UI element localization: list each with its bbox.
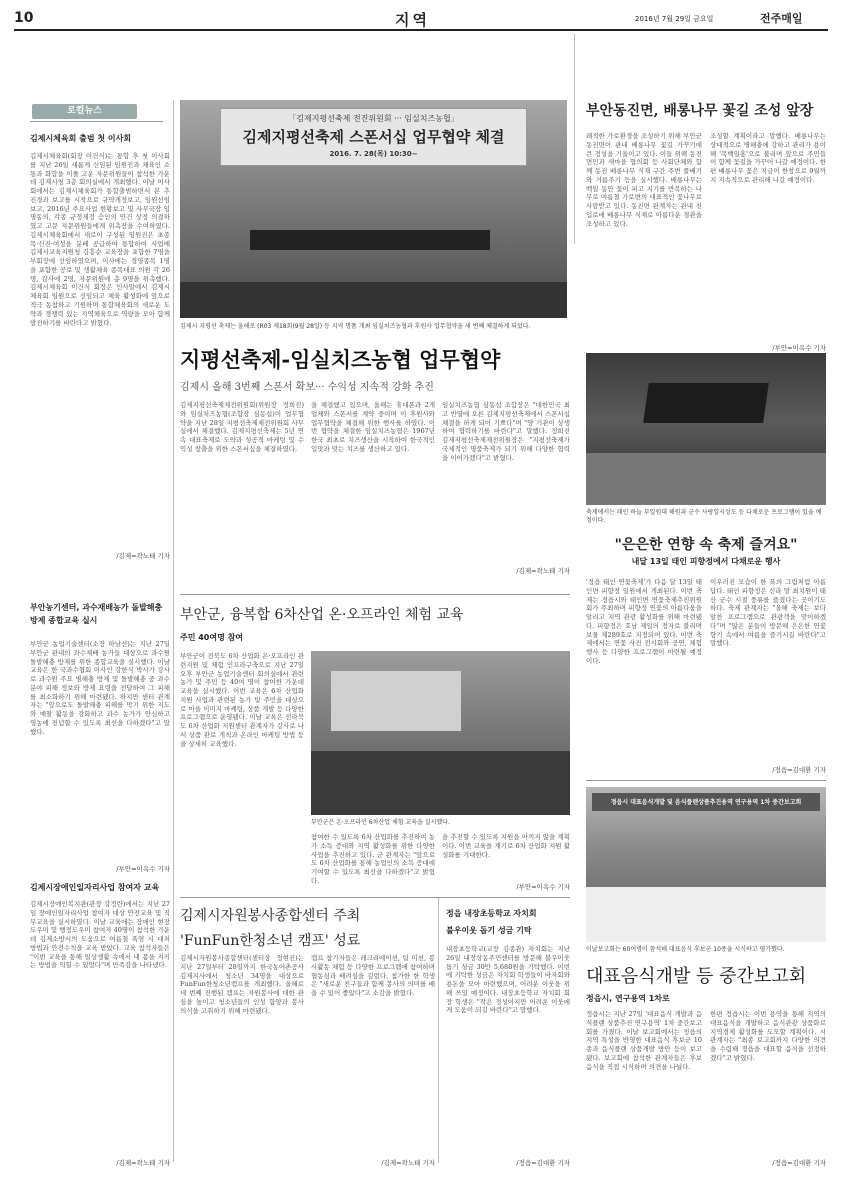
headline: 김제시자원봉사종합센터 주최 [180, 908, 361, 924]
mou-photo [180, 100, 567, 318]
article-col: 을 추진할 수 있도록 지원을 아끼지 않을 계획이다. 이번 교육을 계기로 6차 산업화 지원 활성화를 기대한다. [442, 833, 570, 859]
section-rule [180, 897, 570, 898]
banner-date: 2016. 7. 28(목) 10:30~ [329, 150, 418, 158]
byline: /부안=이옥수 기자 [516, 883, 570, 891]
banner-line2: 김제지평선축제 스폰서십 업무협약 체결 [242, 128, 505, 146]
article-body: 내장초등학교(교장 김종관) 자치회는 지난 26일 내장상동주민센터를 방문해 불우이웃돕기 성금 30만 5,680원을 기탁했다. 이번에 기탁한 성금은 자치회 학생들이 바자회와 용돈을 모아 마련했으며, 어려운 이웃을 위해 쓰일 예정이다. 내장초등학교 자치회 회장 학생은 "작은 정성이지만 어려운 이웃에게 도움이 되길 바란다"고 말했다. [446, 945, 570, 1015]
subhead: 내달 13일 태인 피향정에서 다채로운 행사 [631, 557, 781, 566]
article-body: 김제시체육회(회장 이건식)는 통합 후 첫 이사회를 지난 26일 새롭게 신임된 임원진과 체육인 소통과 화합을 이룰 고운 자문위원들이 참석한 가운데 김제시청 3층 회의실에서 개최했다. 이날 이사회에서는 김제시체육회가 통합출범하면서 본 추진경과 보고를 시작으로 규약개정보고, 임원선임보고, 2016년 주요사업 현황보고 및 사무국장 임명동의, 각종 규정제정 승인의 안건 상정 의결하였고 고문 자문위원들에게 위촉장을 수여하였다. 김제시체육회에서 새로이 구성된 임원진은 초종목·신진·여성을 분배 공급하여 통합하여 사업에 김제시교육지원청 김흥순 교육장을 포함한 7명을 부회장에 선임하였으며, 이사에는 경영종목 1명을 포함한 공로 및 생활체육 종목대표 의원 각 26명, 감사에 2명, 자문위원에 총 9명을 위촉했다. 김제시체육회 이건식 회장은 인사말에서 김제시체육회 임원으로 선임되고 체육 활성화에 앞으로 적극 동참하고 기원하며 통합체육회의 새로운 도약과 경쟁력 있는 지역체육으로 역량을 모아 함께 발전하기를 바란다고 밝혔다. [30, 152, 170, 327]
column-rule [438, 898, 439, 1163]
article-col: 을 체결했고 있으며, 올해는 휴대폰과 2개 업체와 스폰서를 계약 중이며 이 후원사와 업무협약을 체결해 위한 행사를 하였다. 이번 협약을 체결한 임실치즈농협은 1967년 한국 최초로 치즈생산을 시작하여 한국적인 입맛과 맞는 치즈를 생산하고 있다. [311, 401, 435, 453]
pavilion-photo [586, 353, 826, 505]
headline: 지평선축제-임실치즈농협 업무협약 [180, 347, 501, 372]
photo-caption: 김제시 지평선 축제는 올해로 (R03 제18회(9월 28일) 등 지역 명품 개최 임실치즈농협과 후원사 업무협약을 세 번째 체결하게 되었다. [180, 323, 531, 330]
issue-date: 2016년 7월 29일 금요일 [635, 15, 714, 23]
article-col: 쾌적한 가로환경을 조성하기 위해 부안군 동진면이 관내 배롱나무 꽃길 가꾸기에 큰 정성을 기울이고 있다. 이들 위해 동진 면민과 새마을 협의회 등 사회단체와 함께 동진 배롱나무 식재 구간 주변 풀베기와 거름주기 등을 실시했다. 배롱나무는 백일 동안 꽃이 피고 지기를 반복하는 나무로 여름철 가로변의 대표적인 꽃나무로 사랑받고 있다. 동진면 관계자는 관내 진입로에 배롱나무 식재로 아름다운 경관을 조성하고 있다. [586, 132, 702, 228]
headline: 부안동진면, 배롱나무 꽃길 조성 앞장 [586, 103, 814, 119]
byline: /정읍=김대환 기자 [516, 1159, 570, 1167]
headline: 대표음식개발 등 중간보고회 [586, 966, 807, 987]
subhead: 주민 40여명 참여 [180, 633, 244, 642]
article-col: 임실치즈농협 심동섭 조합장은 "대한민국 최고 반열에 오른 김제지평선축제에서 스폰서십 체결을 하게 되어 기쁘다"며 "양 기관이 상생하여 협력하기를 바란다"고 말했다. 정희진 김제지평선축제제전위원장은 "지평선축제가 국제적인 명품축제가 되기 위해 다양한 협력을 이어가겠다"고 밝혔다. [442, 401, 570, 462]
article-col: 김제시자원봉사종합센터(센터장 정현진)는 지난 27일부터 28일까지 한국농어촌공사 김제지사에서 청소년 34명을 대상으로 FunFun한청소년캠프를 개최했다. 올해로 네 번째 진행된 캠프는 자원봉사에 대한 관심을 높이고 청소년들의 인성 함양과 봉사 의식을 고취하기 위해 마련됐다. [180, 954, 304, 1015]
byline: /김제=곽노태 기자 [116, 552, 170, 560]
article-col: 부안군이 전북도 6차 산업화 온·오프라인 관련지원 및 체험 인프라구축으로 지난 27일 오후 부안군 농업기술센터 회의실에서 관련 농가 및 주민 등 40여 명이 참여한 가운데 교육을 실시했다. 이번 교육은 6차 산업화 지원 사업과 관련된 농가 및 주민을 대상으로 마을 이미지 마케팅, 상품 개발 등 다양한 프로그램으로 운영됐다. 이날 교육은 전라북도 6차 산업화 지원센터 관계자가 강사로 나서 상품 판로 개척과 온라인 마케팅 방법 등을 상세히 교육했다. [180, 652, 304, 748]
training-photo [311, 651, 570, 815]
section-tag: 로컬뉴스 [32, 104, 137, 119]
article-title: 부안농기센터, 과수재배농가 돌발해충 방제 종합교육 실시 [30, 603, 163, 625]
article-title: 김제시체육회 출범 첫 이사회 [30, 134, 132, 143]
section-title: 지역 [395, 11, 430, 29]
header-rule [14, 29, 828, 31]
article-title: 김제시장애인일자리사업 참여자 교육 [30, 883, 160, 892]
byline: /정읍=김대환 기자 [772, 1159, 826, 1167]
byline: /김제=곽노태 기자 [516, 567, 570, 575]
headline: 'FunFun한청소년 캠프' 성료 [180, 933, 361, 949]
headline: 정읍 내장초등학교 자치회 [446, 909, 537, 918]
section-rule [180, 594, 570, 595]
byline: /부안=이옥수 기자 [116, 865, 170, 873]
article-body: 김제시장애인복지관(관장 강정란)에서는 지난 27일 장애인일자리사업 참여자 대상 안전교육 및 직무교육을 실시하였다. 이날 교육에는 장애인 현장도우미 및 행정도우미 참여자 40명이 참석한 가운데 김제소방서의 도움으로 여름철 폭염 시 대처 방법과 안전수칙을 교육 받았다. 교육 참석자들은 "이번 교육을 통해 일상생활 속에서 내 몸을 지키는 방법을 익힐 수 있었다"며 만족감을 나타냈다. [30, 900, 170, 970]
subhead: 정읍시, 연구용역 1차로 [586, 994, 670, 1003]
article-col: 정읍시는 지난 27일 '대표음식 개발과 음식플랜 상품추진 연구용역' 1차 중간보고회를 가졌다. 이날 보고회에서는 정읍의 지역 특성을 반영한 대표음식 후보군 10종과 음식플랜 상품개발 방안 등이 보고됐다. 보고회에 참석한 관계자들은 후보 음식을 직접 시식하며 의견을 나눴다. [586, 1010, 702, 1071]
banner: 정읍시 대표음식개발 및 음식플랜상품추진용역 연구용역 1차 중간보고회 [610, 799, 802, 806]
column-rule [173, 100, 174, 1162]
subhead: 김제시 올해 3번째 스폰서 확보··· 수익성 지속적 강화 추진 [180, 382, 434, 393]
section-rule [586, 780, 826, 781]
article-col: 캠프 참가자들은 레크리에이션, 팀 미션, 봉사활동 체험 등 다양한 프로그램에 참여하며 협동심과 배려심을 길렀다. 참가한 한 학생은 "새로운 친구들과 함께 봉사의 의미를 배울 수 있어 좋았다"고 소감을 밝혔다. [311, 954, 435, 998]
byline: /정읍=김대환 기자 [772, 766, 826, 774]
article-col: 한편 정읍시는 이번 용역을 통해 지역의 대표음식을 개발하고 음식관광 상품화로 지역경제 활성화를 도모할 계획이다. 시 관계자는 "최종 보고회까지 다양한 의견을 수렴해 정읍을 대표할 음식을 선정하겠다"고 밝혔다. [710, 1010, 826, 1062]
photo-caption: 이날보고회는 60여명이 참석해 대표음식 후보군 10종을 시식하고 평가했다. [586, 946, 785, 953]
byline: /부안=이옥수 기자 [772, 344, 826, 352]
banner-line1: 「김제지평선축제 전진위원회 ··· 임실치즈농협」 [288, 114, 459, 123]
byline: /김제=곽노태 기자 [116, 1159, 170, 1167]
article-col: 참여한 수 있도록 6차 산업화를 추진하여 농가 소득 증대와 지역 활성화를 위한 다양한 사업을 추진하고 있다. 군 관계자는 "앞으로도 6차 산업화를 통해 농업인의 소득 증대에 기여할 수 있도록 최선을 다하겠다"고 밝혔다. [311, 833, 435, 885]
article-col: 조성할 계획이라고 말했다. 배롱나무는 상대적으로 병해충에 강하고 관리가 용이해 '목백일홍'으로 불리며 앞으로 주민들이 함께 꽃길을 가꾸어 나갈 예정이다. 한편 배롱나무 꽃은 지금이 한창으로 9월까지 지속적으로 관리해 나갈 예정이다. [710, 132, 826, 184]
page-number: 10 [14, 10, 34, 26]
headline: "은은한 연향 속 축제 즐겨요" [614, 537, 798, 553]
paper-name: 전주매일 [760, 12, 803, 25]
photo-caption: 축제에서는 태인 하늘 부일원대 해원과 군수 사랑일시상도 등 다채로운 프로그램이 있을 예정이다. [586, 509, 822, 524]
headline: 불우이웃 돕기 성금 기탁 [446, 926, 532, 935]
tag-rule [30, 121, 163, 122]
article-body: 부안군 농업기술센터(소장 하남선)는 지난 27일 부안군 관내의 과수재배 농가들 대상으로 과수원 돌발해충 방제를 위한 종합교육을 실시했다. 이날 교육은 한 국과수협회 이사인 강한식 박사가 강사로 과수원 주요 병해충 방제 및 돌발해충 중 과수분야 피해 정보와 방제 요령을 전달하여 그 피해를 최소화하기 위해 마련됐다. 하지만 센터 관계자는 "앞으로도 돌발해충 피해를 막기 위한 지도와 예찰 활동을 강화하고 과수 농가가 안심하고 영농에 전념할 수 있도록 최선을 다하겠다"고 말했다. [30, 640, 170, 736]
photo-caption: 부안군은 온·오프라인 6차산업 체험 교육을 실시했다. [311, 819, 450, 826]
article-col: '정읍 태인 연꽃축제'가 다음 달 13일 태인면 피향정 일원에서 개최된다. 이번 축제는 정읍시와 태인면 연꽃축제추진위원회가 주최하며 피향정 연꽃의 아름다움을 알리고 지역 관광 활성화를 위해 마련됐다. 피향정은 호남 제일의 정자로 불리며 보물 제289호로 지정되어 있다. 이번 축제에서는 연꽃 사진 전시회와 공연, 체험 행사 등 다양한 프로그램이 마련될 예정이다. [586, 578, 702, 665]
article-col: 이우러진 모습이 한 폭의 그림처럼 아름답다. 태인 피향정은 신라 말 최치원이 태산 군수 시절 풍류를 즐겼다는 곳이기도 하다. 축제 관계자는 "올해 축제는 보다 알찬 프로그램으로 관광객을 맞이하겠다"며 "많은 분들이 방문해 은은한 연꽃 향기 속에서 여름을 즐기시길 바란다"고 말했다. [710, 578, 826, 648]
article-col: 김제지평선축제제전위원회(위원장 정희진)와 임실치즈농협(조합장 심동섭)이 업무협약을 지난 28일 지평선축제제전위원회 사무실에서 체결했다. 김제지평선축제는 5년 연속 대표축제로 도약과 성공적 마케팅 및 수익성 창출을 위한 스폰서십을 체결하였다. [180, 401, 304, 453]
byline: /김제=곽노태 기자 [381, 1159, 435, 1167]
food-report-photo [586, 787, 826, 942]
headline: 부안군, 융복합 6차산업 온·오프라인 체험 교육 [180, 607, 464, 623]
column-rule [574, 34, 575, 244]
